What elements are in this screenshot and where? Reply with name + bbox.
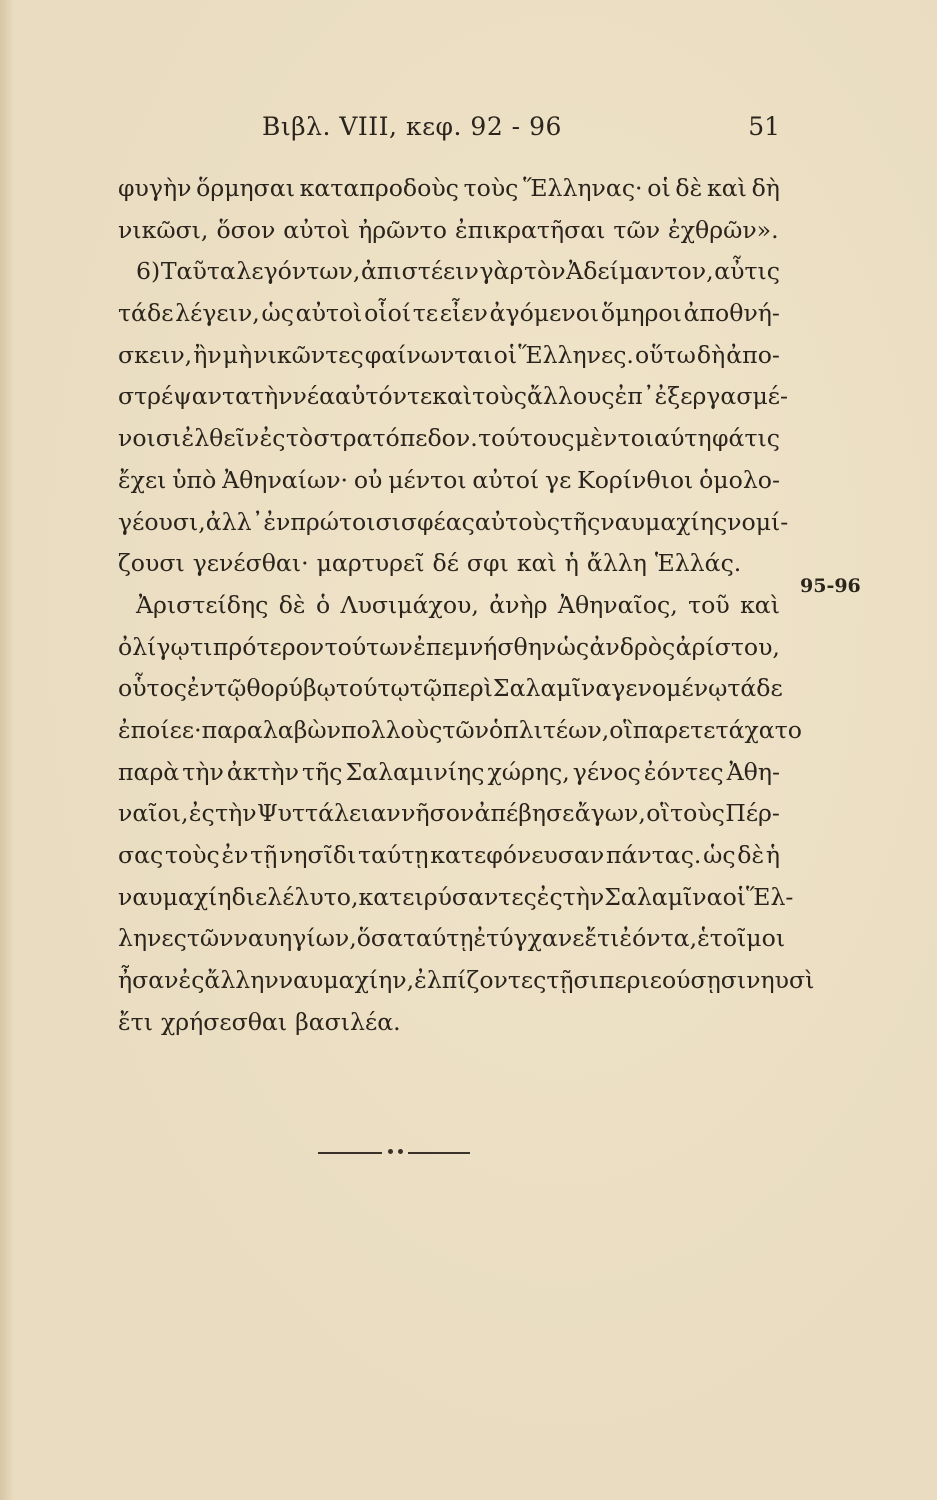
word: οἳ bbox=[646, 799, 670, 828]
word: τῆς bbox=[302, 757, 343, 786]
word: ἐπ᾽ bbox=[614, 382, 655, 411]
word: θορύβῳ bbox=[246, 674, 336, 703]
word: χώρης, bbox=[487, 757, 570, 786]
word: ἀλλ᾽ bbox=[205, 507, 264, 536]
word: ἐτύγχανε bbox=[473, 924, 585, 953]
word: Σαλαμινίης bbox=[345, 757, 485, 786]
word: ἐς bbox=[259, 424, 286, 453]
word: τοῦ bbox=[688, 590, 730, 619]
word: Κορίνθιοι bbox=[577, 465, 694, 494]
text-line bbox=[118, 835, 780, 877]
word: φυγὴν bbox=[118, 174, 192, 202]
word: δὲ bbox=[737, 841, 765, 869]
word: λέγειν, bbox=[175, 299, 260, 328]
word: ἐχθρῶν». bbox=[668, 215, 779, 244]
word: ἐποίεε· bbox=[118, 715, 202, 744]
word: ἑτοῖμοι bbox=[697, 924, 786, 953]
word: φαίνωνται bbox=[364, 340, 493, 369]
word: νέα bbox=[292, 382, 336, 411]
word: μέντοι bbox=[388, 465, 467, 494]
word: τῇ bbox=[250, 841, 278, 869]
word: νῆσον bbox=[401, 799, 475, 828]
word: καὶ bbox=[516, 549, 557, 578]
word: γένος bbox=[572, 757, 641, 786]
word: Ἕλ- bbox=[746, 882, 794, 911]
word: τοὺς bbox=[670, 799, 725, 828]
word: νικῶσι, bbox=[118, 215, 209, 244]
word: τῇσι bbox=[546, 966, 599, 995]
word: ὅρμησαι bbox=[196, 174, 295, 202]
word: ἐς bbox=[188, 799, 215, 828]
word: τὴν bbox=[215, 799, 257, 828]
word: αὖτις bbox=[714, 257, 780, 286]
word: χρήσεσθαι bbox=[160, 1007, 288, 1036]
word: ταύτῃ bbox=[402, 924, 474, 953]
word: ὅσα bbox=[356, 924, 403, 953]
word: ὅμηροι bbox=[600, 299, 682, 328]
word: ἐόντες bbox=[643, 757, 724, 786]
word: ἐν bbox=[187, 674, 215, 703]
word: περιεούσῃσι bbox=[598, 966, 747, 995]
word: αὐτοὶ bbox=[283, 215, 351, 244]
word: περὶ bbox=[442, 674, 493, 703]
word: ἔτι bbox=[118, 1007, 153, 1036]
text-line bbox=[118, 627, 780, 669]
word: ἀπέβησε bbox=[474, 799, 575, 828]
word: στρέψαντα bbox=[118, 382, 252, 411]
text-line bbox=[118, 502, 789, 544]
word: μὴ bbox=[222, 340, 253, 369]
word: τὴν bbox=[562, 882, 605, 911]
word: ἦσαν bbox=[118, 966, 179, 995]
word: Ἕλληνες. bbox=[518, 340, 634, 369]
word: ἐν bbox=[263, 507, 291, 536]
word: τοὺς bbox=[164, 841, 220, 869]
word: τὴν bbox=[182, 757, 224, 786]
word: ἐς bbox=[536, 882, 563, 911]
word: ἐλπίζοντες bbox=[414, 966, 547, 995]
word: Ἀθηναῖος, bbox=[557, 590, 678, 619]
text-line bbox=[118, 918, 786, 960]
word: Σαλαμῖνα bbox=[492, 674, 612, 703]
text-line bbox=[118, 251, 780, 293]
word: ἐπεμνήσθην bbox=[413, 632, 557, 661]
word: τοὺς bbox=[463, 174, 519, 202]
word: ταύτῃ bbox=[358, 841, 429, 869]
word: τῶν bbox=[186, 924, 234, 953]
word: τούτων bbox=[324, 632, 413, 661]
word: τῶν bbox=[442, 715, 489, 744]
word: καὶ bbox=[432, 382, 473, 411]
word: δὴ bbox=[751, 174, 780, 202]
word: ἐς bbox=[178, 966, 205, 995]
word: κατεφόνευσαν bbox=[430, 841, 605, 869]
word: γενέσθαι· bbox=[192, 549, 309, 578]
word: μαρτυρεῖ bbox=[316, 549, 425, 578]
word: Ἀριστείδης bbox=[136, 590, 269, 619]
word: παρὰ bbox=[118, 757, 180, 786]
word: οἳ bbox=[609, 715, 633, 744]
word: ἀνὴρ bbox=[489, 590, 548, 619]
word: οὐ bbox=[353, 465, 383, 494]
section-end-ornament bbox=[318, 1146, 470, 1160]
word: τῆς bbox=[559, 507, 601, 536]
word: Ταῦτα bbox=[160, 257, 236, 286]
word: γὰρ bbox=[479, 257, 524, 286]
word: ἄλλην bbox=[204, 966, 279, 995]
word: πάντας. bbox=[605, 841, 702, 869]
text-line bbox=[118, 418, 780, 460]
word: ἀρίστου, bbox=[675, 632, 780, 661]
word: βασιλέα. bbox=[295, 1007, 401, 1036]
word: πολλοὺς bbox=[340, 715, 443, 744]
word: Ἕλληνας· bbox=[523, 174, 643, 202]
text-line bbox=[118, 585, 780, 627]
word: ὁμολο- bbox=[699, 465, 780, 494]
word: δὲ bbox=[675, 174, 703, 202]
text-line bbox=[118, 960, 815, 1002]
body-text bbox=[118, 168, 815, 1043]
word: ἄλλη bbox=[586, 549, 647, 578]
word: καὶ bbox=[706, 174, 747, 202]
word: ἀπο- bbox=[726, 340, 780, 369]
word: νοισι bbox=[118, 424, 182, 453]
word: αὐτοὶ bbox=[295, 299, 363, 328]
word: γε bbox=[544, 465, 572, 494]
word: ἐν bbox=[221, 841, 249, 869]
text-line bbox=[118, 668, 783, 710]
word: αὐτοί bbox=[472, 465, 540, 494]
word: ἄγων, bbox=[574, 799, 646, 828]
text-line bbox=[118, 710, 802, 752]
text-line bbox=[118, 877, 794, 919]
word: ναυμαχίης bbox=[600, 507, 728, 536]
word: στρατόπεδον. bbox=[313, 424, 478, 453]
word: πρότερον bbox=[212, 632, 325, 661]
word: νησῖδι bbox=[279, 841, 357, 869]
word: Ἀθηναίων· bbox=[222, 465, 349, 494]
word: Ἑλλάς. bbox=[654, 549, 742, 578]
word: σας bbox=[118, 841, 164, 869]
word: σκειν, bbox=[118, 340, 193, 369]
word: ἀπιστέειν bbox=[360, 257, 479, 286]
word: Πέρ- bbox=[725, 799, 780, 828]
word: εἶεν bbox=[439, 299, 488, 328]
word: τούτῳ bbox=[335, 674, 410, 703]
word: φάτις bbox=[712, 424, 780, 453]
word: ναυμαχίην, bbox=[278, 966, 415, 995]
word: ἔχει bbox=[118, 465, 167, 494]
word: σφι bbox=[466, 549, 509, 578]
word: ἡ bbox=[765, 841, 780, 869]
word: ναυμαχίη bbox=[118, 882, 232, 911]
word: λεγόντων, bbox=[236, 257, 361, 286]
page-header bbox=[262, 112, 780, 148]
word: ὡς bbox=[556, 632, 590, 661]
text-line bbox=[118, 210, 780, 252]
margin-chapter-note: 95-96 bbox=[800, 575, 861, 597]
page-number: 51 bbox=[748, 112, 780, 141]
text-line bbox=[118, 460, 780, 502]
word: κατειρύσαντες bbox=[358, 882, 537, 911]
word: ἀγόμενοι bbox=[489, 299, 600, 328]
word: παρετετάχατο bbox=[632, 715, 802, 744]
word: καὶ bbox=[740, 590, 780, 619]
word: δὲ bbox=[278, 590, 306, 619]
word: ὁ bbox=[315, 590, 331, 619]
text-line bbox=[118, 376, 788, 418]
word: Ψυττάλειαν bbox=[256, 799, 401, 828]
word: τῷ bbox=[409, 674, 443, 703]
word: αὐτόν bbox=[335, 382, 407, 411]
word: τοὺς bbox=[472, 382, 527, 411]
text-line bbox=[118, 752, 780, 794]
word: Σαλαμῖνα bbox=[604, 882, 723, 911]
word: ὡς bbox=[261, 299, 294, 328]
word: δέ bbox=[432, 549, 459, 578]
word: τῷ bbox=[214, 674, 247, 703]
word: αὐτοὺς bbox=[474, 507, 560, 536]
word: τι bbox=[190, 632, 213, 661]
word: οὗτος bbox=[118, 674, 188, 703]
word: ὅσον bbox=[216, 215, 276, 244]
word: ἡ bbox=[564, 549, 579, 578]
word: ἀκτὴν bbox=[226, 757, 300, 786]
word: τούτους bbox=[478, 424, 575, 453]
text-line bbox=[118, 168, 780, 210]
word: ὁπλιτέων, bbox=[488, 715, 610, 744]
word: ὑπὸ bbox=[172, 465, 217, 494]
word: Ἀθη- bbox=[726, 757, 780, 786]
word: ἀνδρὸς bbox=[589, 632, 676, 661]
word: ἠρῶντο bbox=[358, 215, 447, 244]
word: ἐξεργασμέ- bbox=[654, 382, 788, 411]
text-line bbox=[118, 793, 780, 835]
word: τὸν bbox=[523, 257, 566, 286]
word: καταπροδοὺς bbox=[299, 174, 459, 202]
word: ληνες bbox=[118, 924, 187, 953]
word: τοιαύτη bbox=[617, 424, 712, 453]
word: τε bbox=[406, 382, 433, 411]
word: τάδε bbox=[118, 299, 174, 328]
text-line bbox=[118, 543, 780, 585]
word: ζουσι bbox=[118, 549, 185, 578]
word: ἄλλους bbox=[526, 382, 615, 411]
word: οἱ bbox=[493, 340, 518, 369]
word: ἔτι bbox=[584, 924, 620, 953]
word: ἢν bbox=[193, 340, 222, 369]
word: τὸ bbox=[285, 424, 314, 453]
word: σφέας bbox=[400, 507, 475, 536]
word: τὴν bbox=[251, 382, 293, 411]
word: ναυηγίων, bbox=[233, 924, 357, 953]
text-line bbox=[118, 1002, 780, 1044]
word: ἐλθεῖν bbox=[181, 424, 260, 453]
word: ἀποθνή- bbox=[683, 299, 780, 328]
word: γενομένῳ bbox=[611, 674, 728, 703]
text-line bbox=[118, 293, 780, 335]
word: παραλαβὼν bbox=[201, 715, 341, 744]
word: ὀλίγῳ bbox=[118, 632, 190, 661]
word: νικῶντες bbox=[253, 340, 364, 369]
word: τῶν bbox=[613, 215, 661, 244]
word: γέουσι, bbox=[118, 507, 206, 536]
word: Ἀδείμαντον, bbox=[566, 257, 714, 286]
word: οἱ bbox=[647, 174, 671, 202]
word: νηυσὶ bbox=[746, 966, 815, 995]
word: οἱ bbox=[722, 882, 747, 911]
word: οὕτω bbox=[634, 340, 696, 369]
word: διελέλυτο, bbox=[231, 882, 359, 911]
word: νομί- bbox=[727, 507, 789, 536]
word: ὡς bbox=[703, 841, 736, 869]
word: ἐπικρατῆσαι bbox=[454, 215, 606, 244]
word: πρώτοισι bbox=[290, 507, 401, 536]
running-head: Βιβλ. VIII, κεφ. 92 - 96 bbox=[262, 112, 562, 141]
word: μὲν bbox=[574, 424, 618, 453]
word: τε bbox=[412, 299, 439, 328]
word: 6) bbox=[136, 257, 161, 286]
word: δὴ bbox=[696, 340, 726, 369]
word: οἷοί bbox=[364, 299, 412, 328]
text-line bbox=[118, 335, 780, 377]
word: Λυσιμάχου, bbox=[340, 590, 479, 619]
word: ἐόντα, bbox=[619, 924, 698, 953]
word: ναῖοι, bbox=[118, 799, 189, 828]
word: τάδε bbox=[727, 674, 783, 703]
